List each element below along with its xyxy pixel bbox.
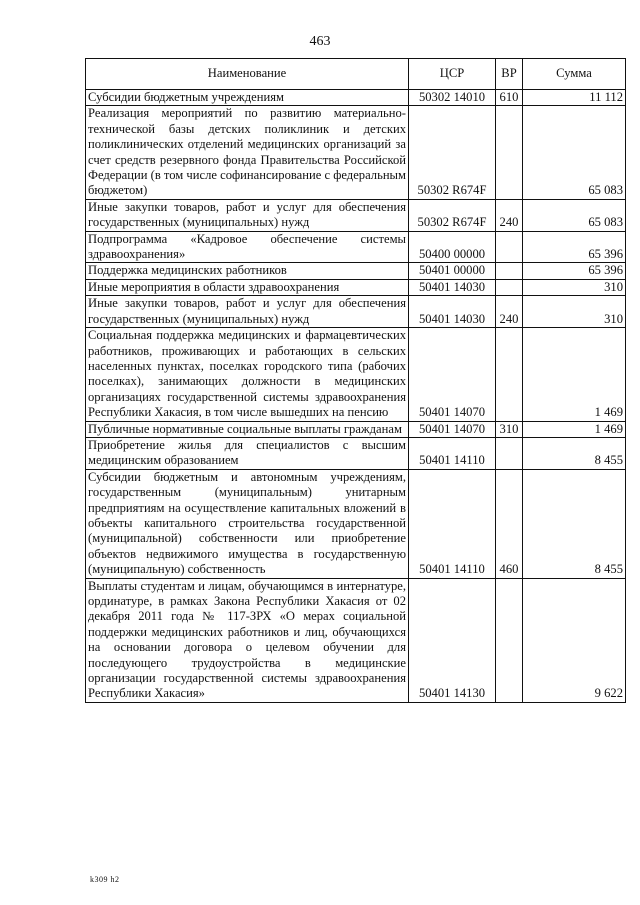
budget-table [85,58,626,703]
row-sum: 11 112 [523,90,626,106]
row-name: Иные закупки товаров, работ и услуг для обеспечения государственных (муниципальных) нужд [86,199,409,231]
row-name: Реализация мероприятий по развитию материально-технической базы детских поликлиник и детских поликлинических отделений медицинских организаций за счет средств резервного фонда Правительства Российской Федерации (в том числе софинансирование с федеральным бюджетом) [86,106,409,199]
row-vr [496,231,523,263]
row-sum: 310 [523,279,626,295]
row-csr: 50401 14070 [409,421,496,437]
row-sum: 1 469 [523,328,626,421]
row-sum: 9 622 [523,578,626,702]
row-vr: 460 [496,469,523,578]
row-csr: 50302 14010 [409,90,496,106]
row-name: Субсидии бюджетным учреждениям [86,90,409,106]
row-vr: 310 [496,421,523,437]
table-row [86,90,626,106]
row-name: Поддержка медицинских работников [86,263,409,279]
table-row [86,578,626,702]
table-header-row [86,59,626,90]
row-sum: 8 455 [523,437,626,469]
row-vr [496,328,523,421]
header-sum: Сумма [523,59,626,90]
row-name: Приобретение жилья для специалистов с высшим медицинским образованием [86,437,409,469]
row-vr [496,106,523,199]
row-sum: 310 [523,296,626,328]
row-vr [496,279,523,295]
row-sum: 65 083 [523,199,626,231]
row-csr: 50401 14030 [409,296,496,328]
table-row [86,106,626,199]
row-csr: 50401 00000 [409,263,496,279]
row-csr: 50302 R674F [409,199,496,231]
row-csr: 50400 00000 [409,231,496,263]
row-sum: 1 469 [523,421,626,437]
table-row [86,231,626,263]
table-row [86,437,626,469]
row-name: Подпрограмма «Кадровое обеспечение системы здравоохранения» [86,231,409,263]
row-name: Иные закупки товаров, работ и услуг для обеспечения государственных (муниципальных) нужд [86,296,409,328]
table-row [86,328,626,421]
row-csr: 50401 14130 [409,578,496,702]
row-sum: 65 396 [523,231,626,263]
row-vr [496,263,523,279]
row-name: Субсидии бюджетным и автономным учреждениям, государственным (муниципальным) унитарным предприятиям на осуществление капитальных вложений в объекты капитального строительства государственной (муниципальной) собственности или приобретение объектов недвижимого имущества в государственную (муниципальную) собственность [86,469,409,578]
row-name: Иные мероприятия в области здравоохранения [86,279,409,295]
table-row [86,263,626,279]
table-row [86,199,626,231]
row-vr: 240 [496,296,523,328]
row-sum: 8 455 [523,469,626,578]
row-csr: 50401 14110 [409,469,496,578]
table-row [86,279,626,295]
row-csr: 50401 14110 [409,437,496,469]
row-vr: 240 [496,199,523,231]
table-row [86,421,626,437]
row-csr: 50302 R674F [409,106,496,199]
row-sum: 65 396 [523,263,626,279]
row-csr: 50401 14030 [409,279,496,295]
row-vr [496,437,523,469]
table-row [86,296,626,328]
row-vr: 610 [496,90,523,106]
header-csr: ЦСР [409,59,496,90]
row-name: Социальная поддержка медицинских и фармацевтических работников, проживающих и работающих в сельских населенных пунктах, поселках городского типа (рабочих поселках), занимающих должности в медицинских организациях государственной системы здравоохранения Республики Хакасия, в том числе вышедших на пенсию [86,328,409,421]
row-sum: 65 083 [523,106,626,199]
header-name: Наименование [86,59,409,90]
page-number: 463 [309,34,331,49]
table-row [86,469,626,578]
row-vr [496,578,523,702]
row-name: Выплаты студентам и лицам, обучающимся в интернатуре, ординатуре, в рамках Закона Республики Хакасия от 02 декабря 2011 года № 117-ЗРХ «О мерах социальной поддержки медицинских работников и лиц, обучающихся на основании договора о целевом обучении для последующего трудоустройства в медицинские организации государственной системы здравоохранения Республики Хакасия» [86,578,409,702]
header-vr: ВР [496,59,523,90]
row-csr: 50401 14070 [409,328,496,421]
footer-code: k309 h2 [90,875,120,884]
row-name: Публичные нормативные социальные выплаты гражданам [86,421,409,437]
